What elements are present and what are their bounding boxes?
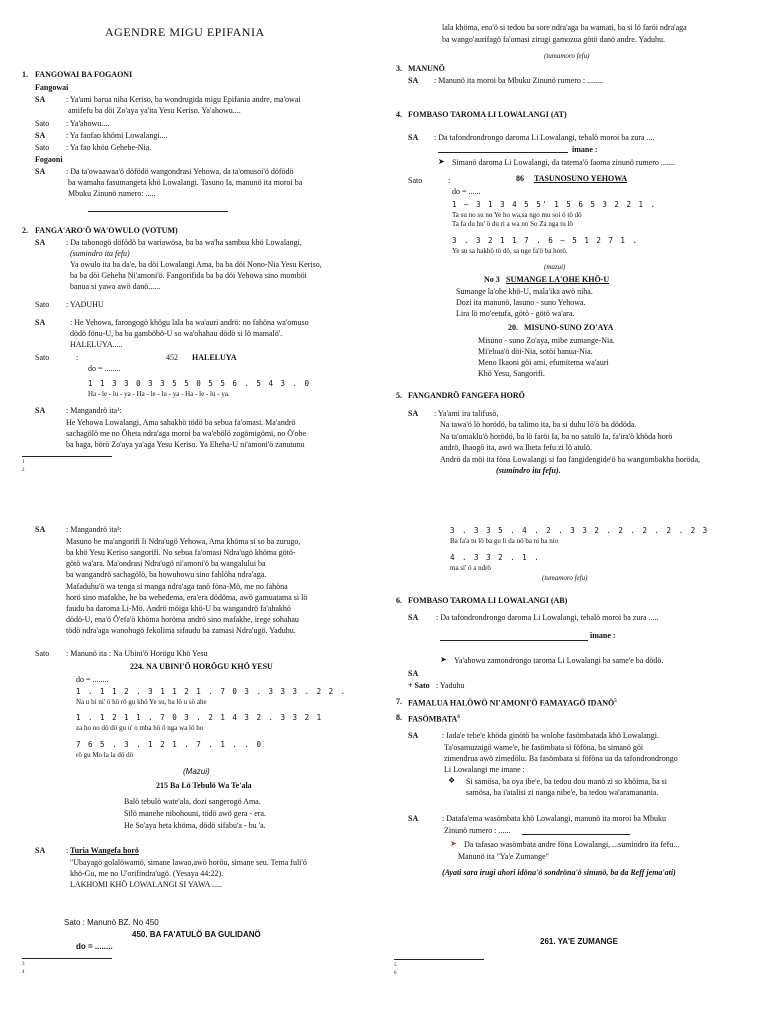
liturgy-line: : Iada'e tebe'e khöda ginötö ba wolohe fasömbatada khö Lowalangi. <box>442 731 660 740</box>
liturgy-line: : Da tafondrondrongo daroma Li Lowalangi, tebalö moroi ba zura ..... <box>436 613 659 622</box>
section-heading: MANUNÖ <box>408 64 445 73</box>
liturgy-line: Ya'ahowu zamondrongo taroma Li Lowalangi ba same'e ba dödö. <box>454 656 664 665</box>
liturgy-line: lala khöma, ena'ö si tedou ba sore ndra'aga ba wamati, ba si lö faröi ndra'aga <box>442 23 687 32</box>
hymn-title: HALELUYA <box>192 353 237 362</box>
page-1 <box>0 0 384 512</box>
music-notation: 7 6 5 . 3 . 1 2 1 . 7 . 1 . . 0 <box>76 740 263 749</box>
colon: : <box>448 176 451 185</box>
liturgy-line: Ta'osamuzaigö wame'e, he fasömbata si föföna, ba simanö göi <box>444 743 644 752</box>
liturgy-line: : Mangandrö ita³: <box>66 525 122 534</box>
section-heading <box>408 697 617 709</box>
liturgy-line: : Ya'ami barua niha Keriso, ba wondrugida migu Epifania andre, ma'owai <box>66 95 301 104</box>
hymn-title: SUMANGE LA'OHE KHÖ-U <box>506 275 610 284</box>
hymn-lyric: Ye su sa hakhö tö dö, sa nge fa'ö ba horö. <box>452 247 568 255</box>
page-3 <box>0 512 384 1024</box>
liturgy-line: banua si yawa awö danö...... <box>70 282 161 291</box>
liturgy-line: : YADUHU <box>66 300 104 309</box>
speaker-label: SA <box>35 406 46 415</box>
section-heading: FOMBASO TAROMA LI LOWALANGI (AT) <box>408 110 567 119</box>
hymn-verse: Lira lö mo'eetufa, götö - götö wa'ara. <box>456 309 575 318</box>
liturgy-line: amifefu ba döi Zo'aya ya'ita Yesu Keriso. Ya'ahowu.... <box>68 106 241 115</box>
key-signature: do = ........ <box>76 675 109 684</box>
liturgy-line: andrö, Ihaogö ita, awö wa Iheta fefu zi lö atulö. <box>440 443 592 452</box>
section-heading <box>408 713 460 725</box>
label: imane : <box>572 145 598 154</box>
hymn-lyric: rö gu Mo la la dö dö <box>76 751 134 759</box>
speaker-label: Sato <box>35 649 50 658</box>
liturgy-line: : Ya faofao khömi Lowalangi.... <box>66 131 168 140</box>
document-title: AGENDRE MIGU EPIFANIA <box>105 25 265 39</box>
hymn-title: TASUNOSUNO YEHOWA <box>534 174 628 183</box>
liturgy-line: Sato : Manunö BZ. No 450 <box>64 918 159 927</box>
liturgy-line: Masuno be ma'angorifi li Ndra'ugö Yehowa, Ama khöma si so ba zurugo, <box>66 537 301 546</box>
section-number: 1. <box>22 70 28 79</box>
section-number: 2. <box>22 226 28 235</box>
liturgy-line: khö-Gu, me no U'orifindra'ugö. (Yesaya 44:22). <box>70 869 224 878</box>
section-heading: FANGA'ARO'Ö WA'OWULO (VOTUM) <box>35 226 178 235</box>
hymn-title: MISUNO-SUNO ZO'AYA <box>524 323 614 332</box>
liturgy-line: : Da tahonogö döfödö ba wariawösa, ba ba wa'ha sambua khö Lowalangi, <box>66 238 302 247</box>
page-2 <box>384 0 768 512</box>
liturgy-line: : He Yehowa, farongogö khögu lala ba wa'auri andrö: no fahöna wa'omuso <box>70 318 309 327</box>
section-number: 7. <box>396 697 402 706</box>
section-number: 5. <box>396 391 402 400</box>
footnote-marker: 6 <box>457 715 460 720</box>
subheading: Fogaoni <box>35 155 63 164</box>
footnote: 2 <box>22 468 25 473</box>
liturgy-line: ba khö Yesu Keriso sangorifi. No sebua fa'omasi Ndra'ugö khöma götö- <box>66 548 296 557</box>
hymn-title: 215 Ba Lö Tebulö Wa Te'ala <box>156 781 252 790</box>
speaker-label: SA <box>408 409 419 418</box>
liturgy-line: zimendrua awö zimedölu. Ba fasömbata si föföna ua da tafondrondrongo <box>444 754 678 763</box>
fill-in-line <box>440 640 588 641</box>
liturgy-line: Si samösa, ba oya ibe'e, ba tedou dou manö zi so khöima, ba si <box>466 777 667 786</box>
hymn-lyric: za ho no dö dö gu u' o mba hö ö nga wa lö ho <box>76 724 204 732</box>
speaker-label: Sato <box>35 300 50 309</box>
arrow-bullet-icon: ➤ <box>438 157 445 166</box>
liturgy-line: tödö ndra'aga wanohugö fekolima sifaudu ba zamasi Ndra'ugö. Yaduhu. <box>66 626 296 635</box>
colon: : <box>66 846 69 855</box>
hymn-number: 452 <box>166 353 178 362</box>
liturgy-line: Na tawa'ö lö horödö, ba talimo ita, ba si duhu lö'ö ba dödöda. <box>440 420 637 429</box>
liturgy-line: Manunö ita "Ya'e Zumange" <box>458 852 549 861</box>
key-signature: do = ........ <box>76 942 113 951</box>
footnote: 3 <box>22 962 25 967</box>
liturgy-line: Mbuku Zinunö rumero: ..... <box>68 189 156 198</box>
liturgy-line: ba wamaha fasumangeta khö Lowalangi. Tasuno Ia, manunö ita moroi ba <box>68 178 303 187</box>
speaker-label: SA <box>408 814 419 823</box>
label: imane : <box>590 631 616 640</box>
subheading: Turia Wangefa horö <box>70 846 139 855</box>
section-number: 8. <box>396 713 402 722</box>
music-notation: 1 . 1 1 2 . 3 1 1 2 1 . 7 0 3 . 3 3 3 . 2 2 . <box>76 687 347 696</box>
speaker-label: SA <box>408 613 419 622</box>
liturgy-line: : Ya'ami ira talifusö, <box>434 409 499 418</box>
section-heading-text: FAMALUA HALÖWÖ NI'AMONI'Ö FAMAYAGÖ IDANÖ <box>408 698 615 708</box>
liturgy-line: "Ubayagö golalöwamö, simane lawao,awö horöu, simane seu. Tema fuli'ö <box>70 858 307 867</box>
colon: : <box>76 353 79 362</box>
speaker-label: Sato <box>35 119 50 128</box>
liturgy-line: Zinunö rumero : ...... <box>444 826 511 835</box>
footnote: 6 <box>394 971 397 976</box>
rubric: (mazui) <box>544 263 566 271</box>
hymn-number: 86 <box>516 174 524 183</box>
rubric: (sumindro ita fefu). <box>496 466 561 475</box>
liturgy-line: : Yaduhu <box>436 681 465 690</box>
music-notation: 1 . 1 2 1 1 . 7 0 3 . 2 1 4 3 2 . 3 3 2 1 <box>76 713 323 722</box>
liturgy-line: Simanö daroma Li Lowalangi, da tatema'ö faoma zinunö rumero ....... <box>452 158 675 167</box>
liturgy-line: LAKHOMI KHÖ LOWALANGI SI YAWA ..... <box>70 880 222 889</box>
liturgy-line: : Manunö ita moroi ba Mbuku Zinunö rumero : ........ <box>434 76 604 85</box>
liturgy-line: ba haga, börö Zo'aya ya'aga Yesu Keriso. Ya Eheha-U ni'amoni'ö zanutunu <box>66 440 305 449</box>
hymn-lyric: Ha - le - lu - ya - Ha - le - lu - ya - Ha - le - lu - ya. <box>88 390 230 398</box>
footnote-rule <box>22 958 112 959</box>
liturgy-line: : Mangandrö ita¹: <box>66 406 122 415</box>
hymn-verse: Misuno - suno Zo'aya, mibe zumange-Nia. <box>478 336 615 345</box>
liturgy-line: Ya owulo ita ba da'e, ba döi Lowalangi Ama, ba ba döi Nono-Nia Yesu Keriso, <box>70 260 322 269</box>
hymn-lyric: ma si' ö a ndrö <box>450 564 491 572</box>
liturgy-line: : Ya'ahowu.... <box>66 119 110 128</box>
hymn-title: 224. NA UBINI'Ö HORÖGU KHÖ YESU <box>130 662 273 671</box>
hymn-verse: Khö Yesu, Sangorifi. <box>478 369 545 378</box>
hymn-lyric: Ta fa du hu' ö du ri a wa no So Za nga tu lö <box>452 220 573 228</box>
liturgy-line: ba ba döi Geheha Ni'amoni'ö. Fangorifida ba ba döi Yehowa sino momböi <box>70 271 307 280</box>
liturgy-line: ba wango'aurifagö fa'omasi zirugi gamozua götö danö andre. Yaduhu. <box>442 35 666 44</box>
liturgy-line: Da tafasao wasömbata andre föna Lowalangi, ...sumindro ita fefu... <box>464 840 680 849</box>
liturgy-line: dödö-U, ena'ö Ö'efa'ö khöma horöma andrö sino mafakhe, irege sohahau <box>66 615 299 624</box>
subheading: Fangowai <box>35 83 69 92</box>
rubric: (Ayati sara irugi ahori idöna'ö sondröna'ö sinunö, ba da Reff jema'ati) <box>442 868 676 877</box>
hymn-verse: Silö manehe nibohouni, tödö awö gera - era. <box>124 809 266 818</box>
speaker-label: SA <box>35 525 46 534</box>
speaker-label: SA <box>35 318 46 327</box>
speaker-label: SA <box>408 731 419 740</box>
liturgy-line: : Ya fao khöu Gehehe-Nia. <box>66 143 152 152</box>
section-number: 4. <box>396 110 402 119</box>
music-notation: 1 1 3 3 0 3 3 5 5 0 5 5 6 . 5 4 3 . 0 <box>88 379 311 388</box>
rubric: (tumamoro fefu) <box>544 52 590 60</box>
footnote-rule <box>394 959 484 960</box>
liturgy-line: : Da ta'owaawaa'ö döfödö wangondrasi Yehowa, da ta'omusoi'ö döfödö <box>66 167 294 176</box>
hymn-lyric: Ta su no su no Ye ho wa,sa ngo mu soi ö tö dö <box>452 211 582 219</box>
music-notation: 1 – 3 1 3 4 5 5' 1 5 6 5 3 2 2 1 . <box>452 200 657 209</box>
liturgy-line: horö sino mafakhe, he ba wehedema, era'era dödöma, awö gamuatama si lö <box>66 593 308 602</box>
section-heading: FANGANDRÖ FANGEFA HORÖ <box>408 391 525 400</box>
liturgy-line: HALELUYA..... <box>70 340 123 349</box>
speaker-label: SA <box>35 131 46 140</box>
section-heading: FANGOWAI BA FOGAONI <box>35 70 133 79</box>
liturgy-line: : Datafa'ema wasömbata khö Lowalangi, manunö ita moroi ba Mbuku <box>442 814 667 823</box>
speaker-label: + Sato <box>408 681 430 690</box>
hymn-verse: Meno Ikaoni göi ami, efumitema wa'auri <box>478 358 609 367</box>
section-heading-text: FASÖMBATA <box>408 714 458 724</box>
hymn-lyric: Ba fa'a tu lö ba gu li da nö ba ni ha nio <box>450 537 559 545</box>
speaker-label: SA <box>35 167 46 176</box>
hymn-verse: He So'aya heta khöma, dödö sifabu'a - bu 'a. <box>124 821 266 830</box>
liturgy-line: dödö fönu-U, ba ba gamböbö-U so wa'ohahau dödö si lö mamalö'. <box>70 329 283 338</box>
rubric: (sumindro ita fefu) <box>70 249 130 258</box>
liturgy-line: : Manunö ita : Na Ubini'ö Horögu Khö Yesu <box>66 649 208 658</box>
liturgy-line: : Da tafondrondrongo daroma Li Lowalangi, tebalö moroi ba zura .... <box>434 133 655 142</box>
speaker-label: SA <box>408 669 419 678</box>
hymn-verse: Dozi ita manunö, lasuno - suno Yehowa. <box>456 298 586 307</box>
speaker-label: Sato <box>35 353 50 362</box>
speaker-label: Sato <box>35 143 50 152</box>
rubric: (Mazui) <box>183 767 210 776</box>
liturgy-line: He Yehowa Lowalangi, Ama sahakhö tödö ba sebua fa'omasi. Ma'andrö <box>66 418 296 427</box>
hymn-verse: Sumange la'ohe khö-U, mala'ika awö niha. <box>456 287 593 296</box>
hymn-verse: Mi'ebua'ö döi-Nia, sotöi banua-Nia. <box>478 347 593 356</box>
diamond-bullet-icon: ❖ <box>448 776 456 785</box>
speaker-label: SA <box>35 238 46 247</box>
liturgy-line: Na ta'omaklu'ö horödö, ba lö faröi Ia, ba no satulö Ia, fa'ira'ö khöda horö <box>440 432 673 441</box>
footnote: 4 <box>22 970 25 975</box>
liturgy-line: Andrö da möi ita föna Lowalangi si fao fangidengide'ö ba wangombakha horöda, <box>440 455 701 464</box>
fill-in-line <box>438 152 568 153</box>
speaker-label: SA <box>35 95 46 104</box>
section-heading: FOMBASO TAROMA LI LOWALANGI (AB) <box>408 596 568 605</box>
section-number: 6. <box>396 596 402 605</box>
page-4 <box>384 512 768 1024</box>
key-signature: do = ...... <box>452 187 481 196</box>
liturgy-line: Mafaduhu'ö wa tenga si manga ndra'aga tanö föna-Mö, me no fahöna <box>66 582 288 591</box>
liturgy-line: ba wangandrö sachagölö, ba howuhowu sino fahlöha ndra'aga. <box>66 570 267 579</box>
fill-in-line <box>522 834 630 835</box>
key-signature: do = ........ <box>88 364 121 373</box>
music-notation: 4 . 3 3 2 . 1 . <box>450 553 541 562</box>
hymn-number: No 3 <box>484 275 500 284</box>
hymn-verse: Balö tebulö wate'ala, dozi sangerogö Ama. <box>124 797 261 806</box>
arrow-bullet-icon: ➤ <box>440 655 447 664</box>
footnote-rule <box>22 456 112 457</box>
hymn-lyric: Na u bi ni' ö hö rö gu khö Ye su, ba lö u sö ahe <box>76 698 207 706</box>
speaker-label: Sato <box>408 176 423 185</box>
liturgy-line: Li Lowalangi me imane : <box>444 765 525 774</box>
footnote: 5 <box>394 963 397 968</box>
music-notation: 3 . 3 2 1 1 7 . 6 – 5 1 2 7 1 . <box>452 236 639 245</box>
music-notation: 3 . 3 3 5 . 4 . 2 . 3 3 2 . 2 . 2 . 2 . 2 3 <box>450 526 709 535</box>
rubric: (tumamoro fefu) <box>542 574 588 582</box>
section-number: 3. <box>396 64 402 73</box>
arrow-bullet-icon: ➤ <box>450 839 457 848</box>
hymn-number: 20. <box>508 323 518 332</box>
speaker-label: SA <box>408 76 419 85</box>
speaker-label: SA <box>408 133 419 142</box>
footnote: 1 <box>22 460 25 465</box>
speaker-label: SA <box>35 846 46 855</box>
divider-line <box>88 211 228 212</box>
liturgy-line: götö wa'ara. Ma'ondrasi Ndra'ugö ni'amoni'ö ba wangalului ba <box>66 559 266 568</box>
liturgy-line: faudu ba daroma Li-Mö. Andrö möiga khö-U ba wangandrö fa'ahakhö <box>66 604 291 613</box>
hymn-title: 261. YA'E ZUMANGE <box>540 937 618 946</box>
liturgy-line: samösa, ba i'atalisi zi nanga nibe'e, ba tedou wa'aramanania. <box>466 788 659 797</box>
liturgy-line: sachagölö me no Öheta ndra'aga moroi ba wa'ebölö zogömigömi, no Ö'ohe <box>66 429 307 438</box>
footnote-marker: 5 <box>614 699 617 704</box>
hymn-title: 450. BA FA'ATULÖ BA GULIDANÖ <box>132 930 261 939</box>
